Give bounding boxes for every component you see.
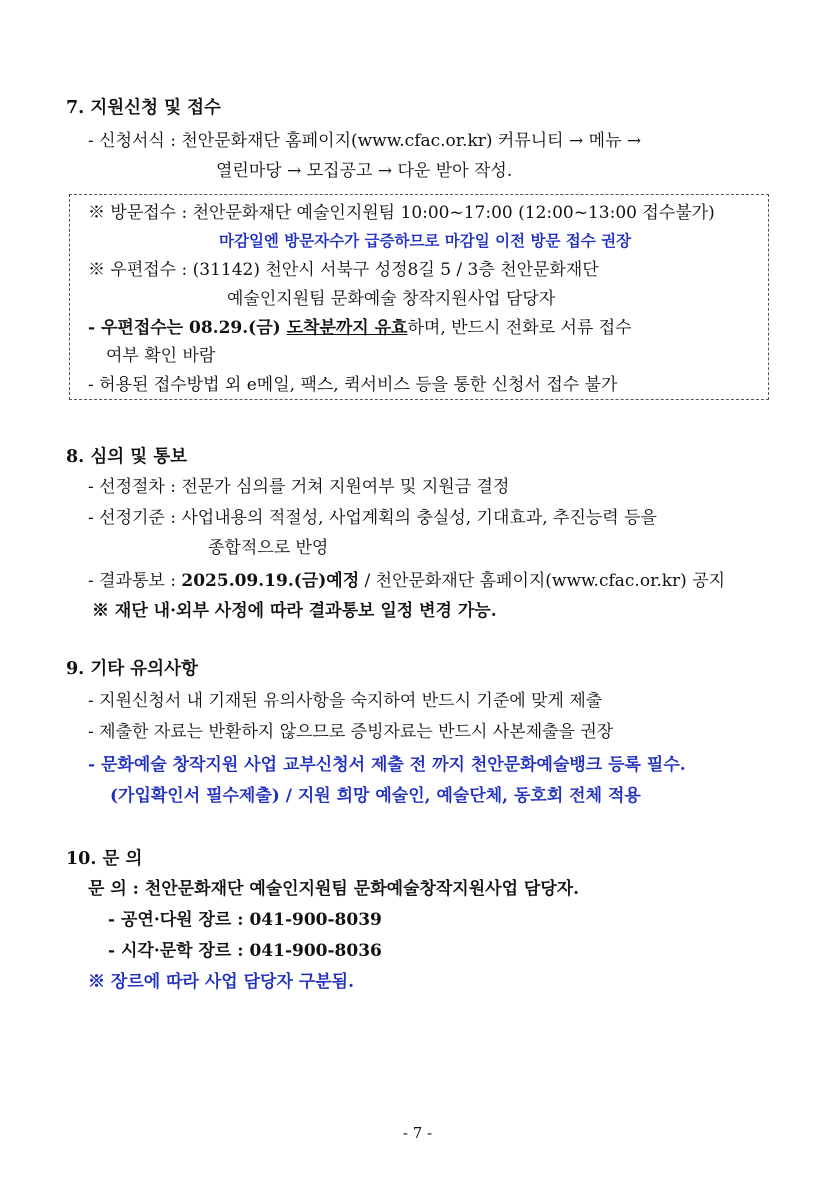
mail-validity-lead: - 우편접수는 08.29.(금) xyxy=(88,318,287,338)
mail-submission-line-1: ※ 우편접수 : (31142) 천안시 서북구 성정8길 5 / 3층 천안문화재단 xyxy=(88,260,599,280)
notice-item-2: - 제출한 자료는 반환하지 않으므로 증빙자료는 반드시 사본제출을 권장 xyxy=(88,722,614,742)
section-7-title: 7. 지원신청 및 접수 xyxy=(66,98,221,118)
result-notice-note: ※ 재단 내·외부 사정에 따라 결과통보 일정 변경 가능. xyxy=(92,601,497,621)
selection-criteria-line-1: - 선정기준 : 사업내용의 적절성, 사업계획의 충실성, 기대효과, 추진능력 등을 xyxy=(88,508,657,528)
contact-note: ※ 장르에 따라 사업 담당자 구분됨. xyxy=(88,972,354,992)
mail-submission-line-2: 예술인지원팀 문화예술 창작지원사업 담당자 xyxy=(227,289,556,309)
mail-validity-rest: 하며, 반드시 전화로 서류 접수 xyxy=(407,318,632,338)
section-10-title: 10. 문 의 xyxy=(66,849,143,869)
selection-criteria-line-2: 종합적으로 반영 xyxy=(208,538,329,558)
result-notice-rest: / 천안문화재단 홈페이지(www.cfac.or.kr) 공지 xyxy=(359,571,726,591)
contact-performing-arts: - 공연·다원 장르 : 041-900-8039 xyxy=(108,910,382,930)
contact-visual-literature: - 시각·문학 장르 : 041-900-8036 xyxy=(108,941,382,961)
result-notice-date: 2025.09.19.(금)예정 xyxy=(181,571,360,591)
contact-line: 문 의 : 천안문화재단 예술인지원팀 문화예술창작지원사업 담당자. xyxy=(88,879,580,899)
notice-item-1: - 지원신청서 내 기재된 유의사항을 숙지하여 반드시 기준에 맞게 제출 xyxy=(88,691,603,711)
mail-validity-deadline: 도착분까지 유효 xyxy=(286,318,408,338)
result-notice-line xyxy=(88,570,725,592)
mail-validity-line-2: 여부 확인 바람 xyxy=(106,346,216,366)
visit-submission-note: 마감일엔 방문자수가 급증하므로 마감일 이전 방문 접수 권장 xyxy=(219,232,632,250)
result-notice-lead: - 결과통보 : xyxy=(88,571,182,591)
application-form-line-2: 열린마당 → 모집공고 → 다운 받아 작성. xyxy=(216,161,513,181)
section-9-title: 9. 기타 유의사항 xyxy=(66,659,198,679)
selection-process-line: - 선정절차 : 전문가 심의를 거쳐 지원여부 및 지원금 결정 xyxy=(88,477,510,497)
other-methods-line: - 허용된 접수방법 외 e메일, 팩스, 퀵서비스 등을 통한 신청서 접수 불가 xyxy=(88,375,618,395)
visit-submission-line: ※ 방문접수 : 천안문화재단 예술인지원팀 10:00~17:00 (12:00~13:00 접수불가) xyxy=(88,203,715,223)
application-form-line-1: - 신청서식 : 천안문화재단 홈페이지(www.cfac.or.kr) 커뮤니티 → 메뉴 → xyxy=(88,131,642,151)
notice-item-3-line-1: - 문화예술 창작지원 사업 교부신청서 제출 전 까지 천안문화예술뱅크 등록 필수. xyxy=(88,755,686,775)
mail-validity-line-1 xyxy=(88,317,632,339)
section-8-title: 8. 심의 및 통보 xyxy=(66,447,188,467)
page-number: - 7 - xyxy=(402,1124,433,1142)
notice-item-3-line-2: (가입확인서 필수제출) / 지원 희망 예술인, 예술단체, 동호회 전체 적용 xyxy=(110,786,641,806)
